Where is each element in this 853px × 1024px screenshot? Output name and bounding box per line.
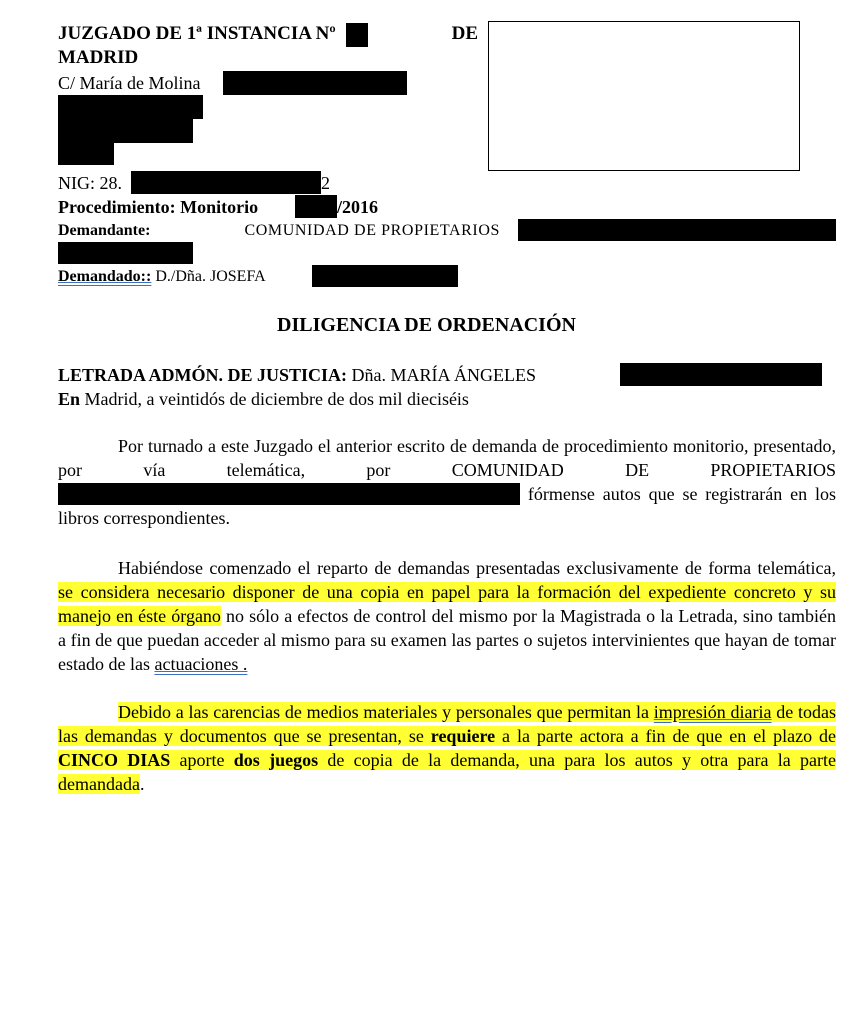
court-name-text: JUZGADO DE 1ª INSTANCIA Nº	[58, 23, 336, 44]
demandado-value: D./Dña. JOSEFA	[155, 268, 266, 285]
document-title: DILIGENCIA DE ORDENACIÓN	[277, 314, 576, 336]
paragraph-3-impresion-diaria: impresión diaria	[653, 702, 772, 722]
paragraph-1-part1: Por turnado a este Juzgado el anterior escrito de demanda de procedimiento monitorio, presentado, por vía telemática, por COMUNIDAD DE PROPIETARIOS	[58, 436, 836, 480]
paragraph-1	[58, 434, 836, 530]
redaction-demandado	[312, 265, 458, 287]
demandante-line	[58, 220, 500, 242]
paragraph-3-t1: Debido a las carencias de medios materiales y personales que permitan la	[118, 702, 650, 722]
redaction-procedimiento	[295, 195, 337, 218]
paragraph-1-part2: fórmense autos que se registrarán en los libros correspondientes.	[58, 484, 837, 528]
letrada-line	[58, 364, 536, 386]
paragraph-3	[58, 700, 836, 796]
demandante-label: Demandante:	[58, 222, 151, 239]
paragraph-3-t3: a la parte actora a fin de que en el plazo de	[502, 726, 836, 746]
place-date-text: Madrid, a veintidós de diciembre de dos mil dieciséis	[84, 389, 469, 409]
redaction-address-line3	[58, 119, 193, 143]
paragraph-3-cinco-dias: CINCO DIAS	[58, 750, 171, 770]
nig-suffix: 2	[321, 173, 330, 193]
redaction-address	[223, 71, 407, 95]
paragraph-2-highlight: se considera necesario disponer de una copia en papel para la formación del expediente concreto y su manejo en éste órgano	[58, 582, 836, 626]
redaction-address-line2	[58, 95, 203, 119]
place-date-bold: En	[58, 389, 81, 409]
paragraph-2	[58, 556, 836, 676]
paragraph-3-t6: .	[139, 774, 145, 794]
court-name-line1	[58, 23, 478, 47]
demandado-label: Demandado::	[58, 268, 152, 285]
paragraph-3-t2: de todas las demandas y documentos que se presentan, se	[58, 702, 836, 746]
paragraph-3-dos-juegos: dos juegos	[233, 750, 319, 770]
procedimiento-label: Procedimiento: Monitorio	[58, 197, 259, 217]
procedimiento-year: /2016	[337, 197, 379, 217]
redaction-demandante-line2	[58, 242, 193, 264]
demandante-value: COMUNIDAD DE PROPIETARIOS	[244, 222, 500, 239]
stamp-box	[488, 21, 800, 171]
redaction-demandante	[518, 219, 836, 241]
paragraph-3-t5: de copia de la demanda, una para los autos y otra para la parte demandada	[58, 750, 837, 794]
court-address	[58, 72, 200, 94]
court-name-line2: MADRID	[58, 47, 139, 68]
redaction-letrada	[620, 363, 822, 386]
paragraph-3-requiere: requiere	[430, 726, 496, 746]
place-date	[58, 388, 469, 410]
letrada-value: Dña. MARÍA ÁNGELES	[351, 365, 537, 385]
redaction-nig	[131, 171, 321, 194]
demandado-line	[58, 266, 266, 288]
paragraph-2-part2: no sólo a efectos de control del mismo por la Magistrada o la Letrada, sino también a fin de que puedan acceder al mismo para su examen las partes o sujetos intervinientes que hayan de tomar estado de las	[58, 606, 836, 674]
redaction-paragraph-1	[58, 483, 520, 505]
letrada-label: LETRADA ADMÓN. DE JUSTICIA:	[58, 365, 348, 385]
paragraph-2-underlined: actuaciones .	[154, 654, 248, 674]
redaction-address-line4	[58, 143, 114, 165]
paragraph-2-part1: Habiéndose comenzado el reparto de demandas presentadas exclusivamente de forma telemática,	[118, 558, 836, 578]
nig-label: NIG: 28.	[58, 173, 122, 193]
redaction-court-number	[346, 23, 368, 47]
paragraph-3-t4: aporte	[179, 750, 225, 770]
court-name-de: DE	[451, 23, 478, 44]
address-text: C/ María de Molina	[58, 73, 201, 93]
